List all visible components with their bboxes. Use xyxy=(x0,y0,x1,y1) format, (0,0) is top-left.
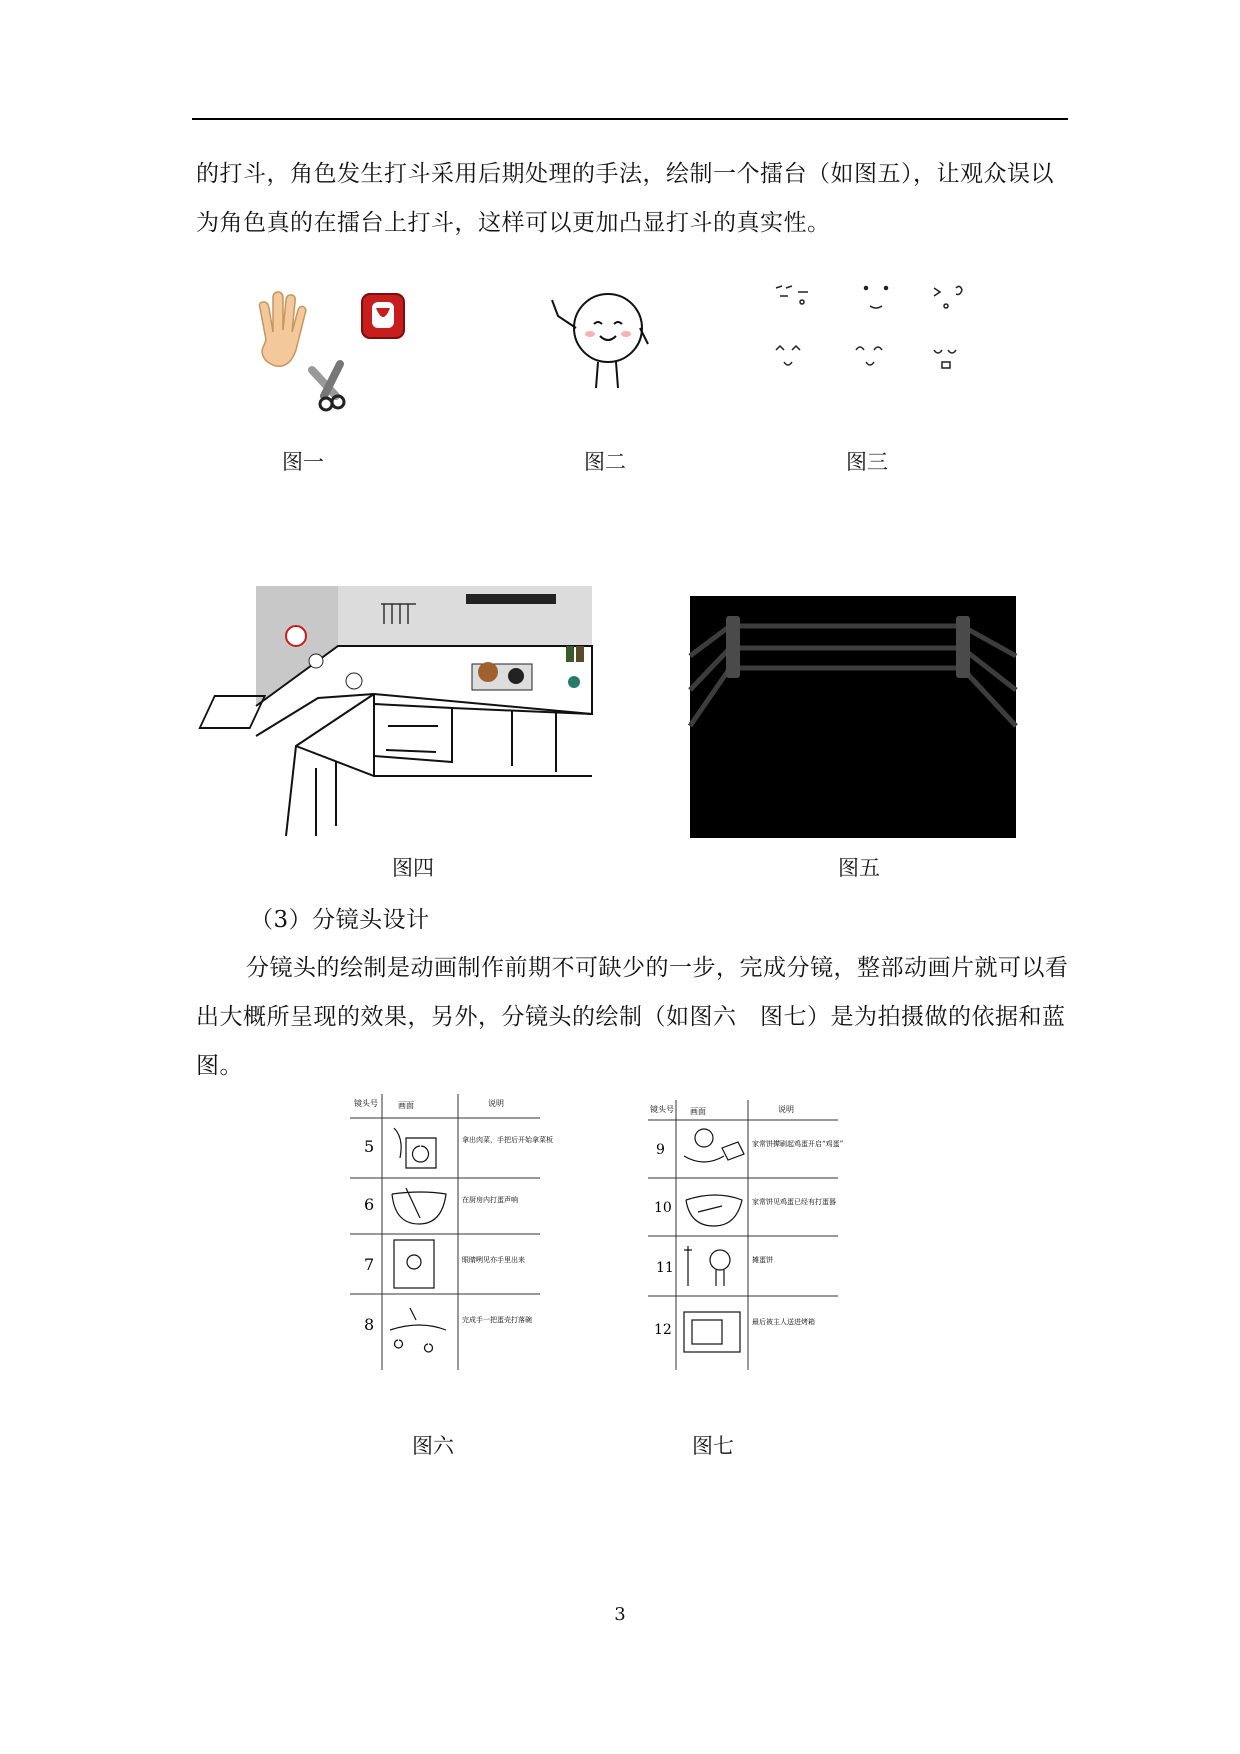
figure-4-kitchen xyxy=(256,586,592,836)
figure-1-props xyxy=(240,280,420,420)
sb7-header-frame: 画面 xyxy=(690,1107,706,1116)
sb6-header-shot: 镜头号 xyxy=(354,1099,378,1108)
figure-4-caption: 图四 xyxy=(392,856,434,880)
sb6-note: 完成手一把蛋壳打落碗 xyxy=(462,1316,532,1324)
paragraph-continued: 的打斗，角色发生打斗采用后期处理的手法，绘制一个擂台（如图五），让观众误以为角色真的在擂台上打斗，这样可以更加凸显打斗的真实性。 xyxy=(196,161,1054,236)
hand-icon xyxy=(260,292,306,366)
figure-7-caption: 图七 xyxy=(692,1434,734,1458)
sb7-note: 摊蛋饼 xyxy=(752,1256,773,1264)
page-number: 3 xyxy=(614,1604,626,1625)
sb7-header-shot: 镜头号 xyxy=(650,1105,674,1114)
sb7-header-note: 说明 xyxy=(778,1105,794,1114)
sb6-shot: 8 xyxy=(364,1315,375,1334)
sb6-note: 拿出肉菜，手把后开始拿菜板 xyxy=(462,1136,553,1144)
sb7-shot: 10 xyxy=(654,1200,672,1216)
sb6-shot: 6 xyxy=(364,1195,375,1214)
sb7-shot: 12 xyxy=(654,1322,672,1338)
sb7-note: 家常饼撵刷起鸡蛋开启“鸡蛋” xyxy=(752,1140,844,1148)
figure-6-caption: 图六 xyxy=(412,1434,454,1458)
sb7-note: 家常饼见鸡蛋已经有打蛋器 xyxy=(752,1198,836,1206)
figure-5-ring xyxy=(690,596,1016,838)
section-heading: （3）分镜头设计 xyxy=(250,907,430,933)
sb6-note: 在厨房内打蛋声响 xyxy=(462,1196,518,1204)
scissors-icon xyxy=(312,364,344,410)
figure-3-caption: 图三 xyxy=(846,450,888,474)
figure-3-expressions xyxy=(766,278,976,388)
header-rule xyxy=(192,118,1068,120)
figure-2-character xyxy=(548,288,658,400)
figure-7-storyboard xyxy=(648,1100,844,1370)
figure-6-storyboard xyxy=(350,1094,553,1370)
sb7-shot: 9 xyxy=(656,1142,665,1158)
sb6-header-frame: 画面 xyxy=(398,1101,414,1110)
figure-1-caption: 图一 xyxy=(282,450,324,474)
figure-2-caption: 图二 xyxy=(584,450,626,474)
figure-5-caption: 图五 xyxy=(838,856,880,880)
mouth-icon xyxy=(362,294,404,338)
sb7-note: 最后被主人送进烤箱 xyxy=(752,1318,815,1326)
sb6-shot: 7 xyxy=(364,1255,375,1274)
paragraph-storyboard: 分镜头的绘制是动画制作前期不可缺少的一步，完成分镜，整部动画片就可以看出大概所呈现的效果，另外，分镜头的绘制（如图六 图七）是为拍摄做的依据和蓝图。 xyxy=(196,955,1069,1079)
sb7-shot: 11 xyxy=(656,1260,674,1276)
sb6-note: 眼睛咧见亦手里出来 xyxy=(462,1256,525,1264)
sb6-header-note: 说明 xyxy=(488,1099,504,1108)
sb6-shot: 5 xyxy=(364,1137,375,1156)
